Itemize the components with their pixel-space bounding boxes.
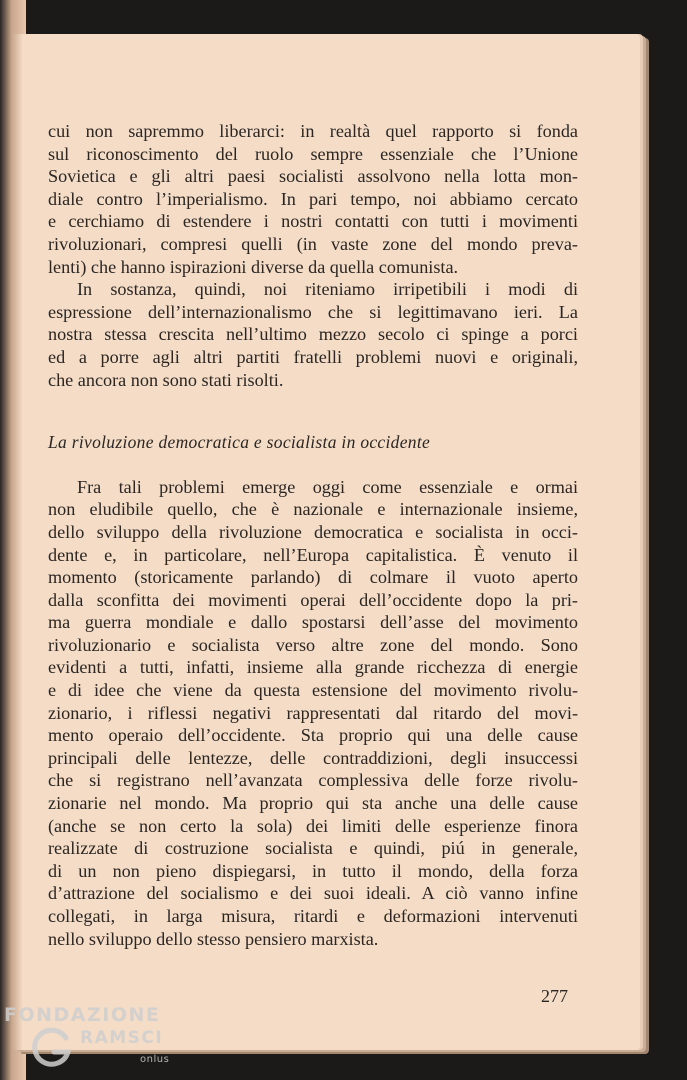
section-heading: La rivoluzione democratica e socialista in occidente xyxy=(48,432,431,453)
text-line: diale contro l’imperialismo. In pari tempo, noi abbiamo cercato xyxy=(48,188,578,209)
paragraph-1 xyxy=(48,120,578,278)
text-line: non eludibile quello, che è nazionale e internazionale insieme, xyxy=(48,499,578,520)
text-line: dalla sconfitta dei movimenti operai dell’occidente dopo la pri- xyxy=(48,589,578,610)
text-line: nello sviluppo dello stesso pensiero marxista. xyxy=(48,928,379,949)
text-line: Sovietica e gli altri paesi socialisti assolvono nella lotta mon- xyxy=(48,166,578,187)
text-line: momento (storicamente parlando) di colmare il vuoto aperto xyxy=(48,567,578,588)
gramsci-g-logo-icon xyxy=(30,1026,74,1070)
paragraph-3 xyxy=(48,476,578,950)
text-line: zionario, i riflessi negativi rappresentati dal ritardo del movi- xyxy=(48,702,578,723)
text-line: nostra stessa crescita nell’ultimo mezzo secolo ci spinge a porci xyxy=(48,324,578,345)
page-gutter-shadow xyxy=(12,34,22,1050)
watermark-title: FONDAZIONE xyxy=(4,1004,161,1026)
watermark-subtitle: RAMSCI xyxy=(80,1028,164,1048)
text-line: lenti) che hanno ispirazioni diverse da quella comunista. xyxy=(48,256,459,277)
text-line: di un non pieno dispiegarsi, in tutto il mondo, della forza xyxy=(48,860,578,881)
text-line: evidenti a tutti, infatti, insieme alla grande ricchezza di energie xyxy=(48,657,578,678)
text-line: che ancora non sono stati risolti. xyxy=(48,369,284,390)
watermark xyxy=(4,1002,204,1074)
text-line: realizzate di costruzione socialista e quindi, piú in generale, xyxy=(48,838,578,859)
text-line: espressione dell’internazionalismo che si legittimavano ieri. La xyxy=(48,301,578,322)
text-line: rivoluzionario e socialista verso altre zone del mondo. Sono xyxy=(48,634,578,655)
text-line: In sostanza, quindi, noi riteniamo irripetibili i modi di xyxy=(77,279,578,300)
text-line: collegati, in larga misura, ritardi e deformazioni intervenuti xyxy=(48,906,578,926)
text-line: (anche se non certo la sola) dei limiti delle esperienze finora xyxy=(48,815,578,836)
text-line: rivoluzionari, compresi quelli (in vaste zone del mondo preva- xyxy=(48,233,578,254)
text-line: sul riconoscimento del ruolo sempre essenziale che l’Unione xyxy=(48,143,578,164)
book-page xyxy=(12,34,640,1050)
text-line: dello sviluppo della rivoluzione democratica e socialista in occi- xyxy=(48,521,578,542)
text-line: Fra tali problemi emerge oggi come essenziale e ormai xyxy=(77,476,578,497)
text-line: e cerchiamo di estendere i nostri contatti con tutti i movimenti xyxy=(48,211,578,232)
text-line: mento operaio dell’occidente. Sta proprio qui una delle cause xyxy=(48,725,578,746)
text-line: dente e, in particolare, nell’Europa capitalistica. È venuto il xyxy=(48,544,578,565)
text-line: cui non sapremmo liberarci: in realtà quel rapporto si fonda xyxy=(48,121,578,141)
text-line: che si registrano nell’avanzata complessiva delle forze rivolu- xyxy=(48,770,578,791)
page-number: 277 xyxy=(541,986,568,1006)
text-line: e di idee che viene da questa estensione del movimento rivolu- xyxy=(48,680,578,701)
text-line: zionarie nel mondo. Ma proprio qui sta anche una delle cause xyxy=(48,793,578,814)
text-line: d’attrazione del socialismo e dei suoi ideali. A ciò vanno infine xyxy=(48,883,578,904)
body-text xyxy=(48,120,578,950)
paragraph-2 xyxy=(48,278,578,391)
text-line: ma guerra mondiale e dallo spostarsi dell’asse del movimento xyxy=(48,612,578,633)
watermark-onlus: onlus xyxy=(140,1054,170,1065)
text-line: ed a porre agli altri partiti fratelli problemi nuovi e originali, xyxy=(48,346,578,367)
text-line: principali delle lentezze, delle contraddizioni, degli insuccessi xyxy=(48,747,578,768)
